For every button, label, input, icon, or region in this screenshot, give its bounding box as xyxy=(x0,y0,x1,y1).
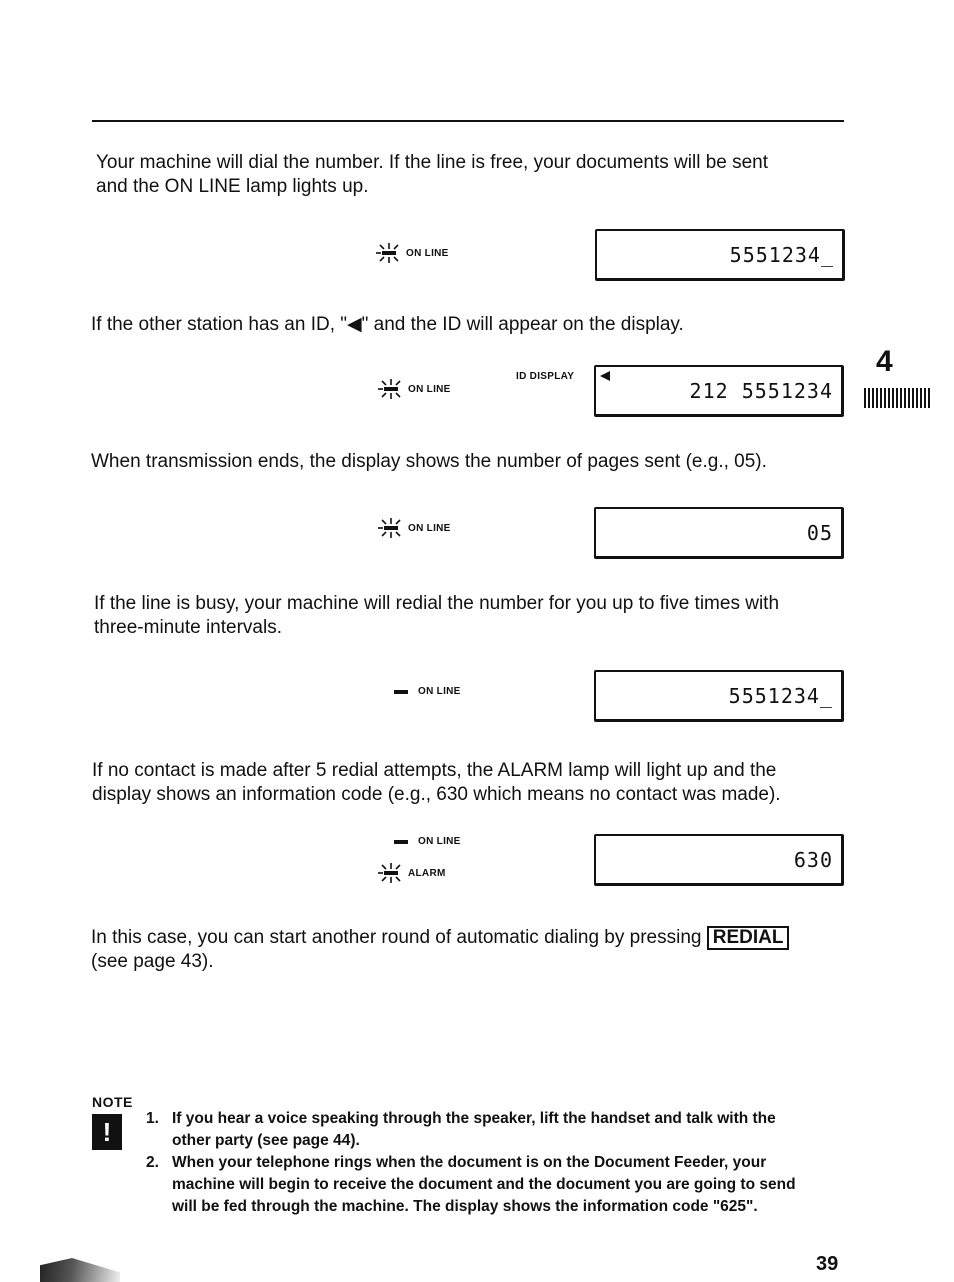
chapter-tab-marker xyxy=(864,388,932,408)
note-list xyxy=(146,1108,846,1218)
note-line: will be fed through the machine. The display shows the information code "625". xyxy=(172,1198,758,1215)
steady-lamp-icon xyxy=(394,840,408,844)
note-label: NOTE xyxy=(92,1094,133,1110)
paragraph-line: If no contact is made after 5 redial attempts, the ALARM lamp will light up and the xyxy=(92,760,777,781)
paragraph-redial xyxy=(91,926,789,974)
paragraph-line: (see page 43). xyxy=(91,951,214,972)
blinking-lamp-icon xyxy=(378,517,404,539)
note-item-number: 2. xyxy=(146,1154,159,1171)
lamp-label: ON LINE xyxy=(408,383,451,395)
paragraph-id xyxy=(91,313,684,337)
note-line: When your telephone rings when the document is on the Document Feeder, your xyxy=(172,1154,767,1171)
note-item xyxy=(146,1152,846,1218)
paragraph-line: display shows an information code (e.g., 630 which means no contact was made). xyxy=(92,784,781,805)
blinking-lamp-icon xyxy=(376,242,402,264)
lcd-display xyxy=(595,229,845,281)
display-value: 212 5551234 xyxy=(689,378,833,403)
scan-smudge xyxy=(40,1258,120,1282)
paragraph-no-contact xyxy=(92,759,781,807)
chapter-number: 4 xyxy=(876,345,893,378)
id-display-label: ID DISPLAY xyxy=(516,371,575,382)
lcd-display xyxy=(594,834,844,886)
on-line-lamp-blinking xyxy=(376,242,449,264)
id-arrow-icon xyxy=(600,371,612,381)
note-line: If you hear a voice speaking through the speaker, lift the handset and talk with the xyxy=(172,1110,776,1127)
lamp-label: ON LINE xyxy=(406,247,449,259)
on-line-lamp-blinking xyxy=(378,378,451,400)
paragraph-line: Your machine will dial the number. If the line is free, your documents will be sent xyxy=(96,152,769,173)
note-item xyxy=(146,1108,846,1152)
display-value: 5551234_ xyxy=(728,683,833,708)
on-line-lamp-blinking xyxy=(378,517,451,539)
display-value: 630 xyxy=(793,847,833,872)
blinking-lamp-icon xyxy=(378,378,404,400)
paragraph-line: and the ON LINE lamp lights up. xyxy=(96,176,369,197)
redial-key: REDIAL xyxy=(707,926,790,950)
paragraph-busy xyxy=(94,592,779,640)
paragraph-dial xyxy=(96,151,768,199)
paragraph-line: In this case, you can start another round of automatic dialing by pressing xyxy=(91,927,707,948)
lcd-display xyxy=(594,365,844,417)
lcd-display xyxy=(594,670,844,722)
note-line: machine will begin to receive the document and the document you are going to send xyxy=(172,1176,796,1193)
paragraph-line: If the line is busy, your machine will redial the number for you up to five times with xyxy=(94,593,780,614)
lamp-label: ALARM xyxy=(408,867,446,879)
on-line-lamp-steady xyxy=(394,836,461,847)
note-item-text xyxy=(172,1152,796,1218)
page-number: 39 xyxy=(816,1253,839,1275)
exclamation-icon: ! xyxy=(92,1114,122,1150)
lamp-label: ON LINE xyxy=(408,522,451,534)
blinking-lamp-icon xyxy=(378,862,404,884)
top-rule xyxy=(92,120,844,122)
display-value: 05 xyxy=(806,520,833,545)
display-value: 5551234_ xyxy=(729,242,834,267)
on-line-lamp-steady xyxy=(394,686,461,697)
lamp-label: ON LINE xyxy=(418,686,461,697)
steady-lamp-icon xyxy=(394,690,408,694)
paragraph-line: If the other station has an ID, "◀" and the ID will appear on the display. xyxy=(91,314,684,335)
note-line: other party (see page 44). xyxy=(172,1132,360,1149)
lamp-label: ON LINE xyxy=(418,836,461,847)
note-item-text xyxy=(172,1108,776,1152)
paragraph-line: three-minute intervals. xyxy=(94,617,282,638)
paragraph-transmission-end xyxy=(91,450,767,474)
lcd-display xyxy=(594,507,844,559)
note-item-number: 1. xyxy=(146,1110,159,1127)
paragraph-line: When transmission ends, the display shows the number of pages sent (e.g., 05). xyxy=(91,451,767,472)
alarm-lamp-blinking xyxy=(378,862,446,884)
